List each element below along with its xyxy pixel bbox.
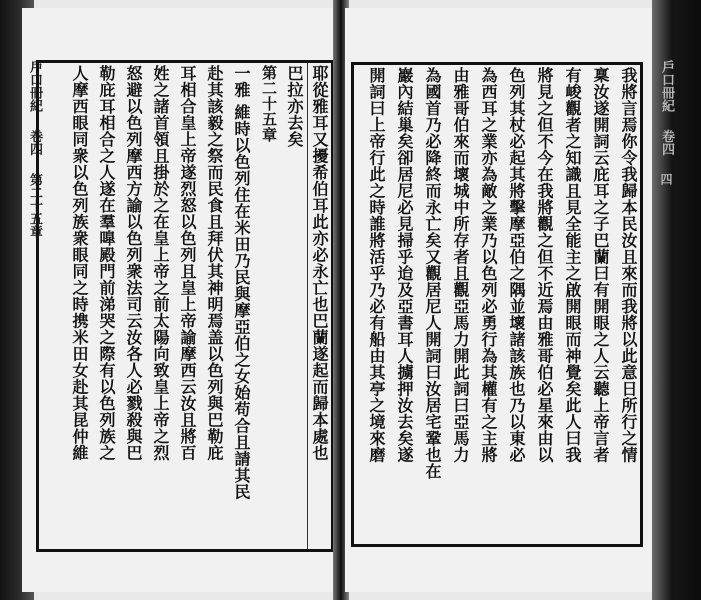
text-column: 耳相合皇上帝遂烈怒以色列且皇上帝諭摩西云汝且將百 [178, 65, 197, 461]
book-right-edge [652, 0, 701, 600]
text-column: 稟汝遂開詞云庇耳之子巴蘭曰有開眼之人云聽上帝言者 [591, 67, 610, 463]
chapter-heading: 第二十五章 [260, 65, 278, 143]
text-column: 巖內結巢矣卻居尼必見掃乎迨及亞書耳人擄押汝去矣遂 [395, 67, 414, 463]
text-column: 開詞曰上帝行此之時誰將活乎乃必有船由其亭之境來磨 [367, 67, 386, 463]
right-margin-title: 戶口冊紀 [659, 60, 674, 112]
text-column: 姓之諸首領且掛於之在皇上帝之前太陽向致皇上帝之烈 [151, 65, 170, 461]
text-column: 勒庇耳相合之人遂在羣嘷殿門前涕哭之際有以色列族之 [97, 65, 116, 461]
text-column: 我將言焉你令我歸本民汝且來而我將以此意日所行之情 [619, 67, 638, 463]
text-column: 赴其該毅之祭而民食且拜伏其神明焉盖以色列與巴勒庇 [205, 65, 224, 461]
text-column: 為西耳之業亦為敵之業乃以色列必勇行為其權有之主將 [479, 67, 498, 463]
right-margin-volume: 卷四 [659, 129, 674, 156]
text-column: 人摩西眼同衆以色列族衆眼同之時携米田女赴其昆仲維 [70, 65, 89, 461]
left-top-line: 耶從雅耳又擾希伯耳此亦必永亡也巴蘭遂起而歸本處也 [310, 65, 329, 461]
text-column: 巴拉亦去矣 [285, 65, 304, 148]
left-margin-title: 戶口冊紀 [27, 60, 42, 112]
right-page [345, 8, 652, 592]
column-rule [307, 63, 308, 549]
left-margin-chapter: 第二十五章 [27, 173, 42, 239]
text-column: 由雅哥伯來而壞城中所存者且觀亞馬力開此詞曰亞馬力 [451, 67, 470, 463]
text-column: 一雅 維時以色列住在米田乃民與摩亞伯之女始苟合且請其民 [232, 65, 251, 501]
text-column: 將見之但不今在我將觀之但不近焉由雅哥伯必星來由以 [535, 67, 554, 463]
text-column: 為國首乃必降終而永亡矣又觀居尼人開詞曰汝居宅鞏也在 [423, 67, 442, 480]
right-text-frame [351, 62, 643, 547]
left-text-frame [36, 60, 334, 552]
text-column: 色列其杖必起其將擊摩亞伯之隅並壞諸該族也乃以東必 [507, 67, 526, 463]
text-column: 有峻觀者之知識且見全能主之啟開眼而神覺矣此人曰我 [563, 67, 582, 463]
right-margin-label [658, 60, 676, 480]
left-margin-volume: 卷四 [27, 129, 42, 156]
right-page-mark: 四 [659, 173, 673, 186]
text-column: 怒避以色列摩西方諭以色列衆法司云汝各人必戮殺與巴 [124, 65, 143, 461]
left-page [22, 8, 340, 592]
